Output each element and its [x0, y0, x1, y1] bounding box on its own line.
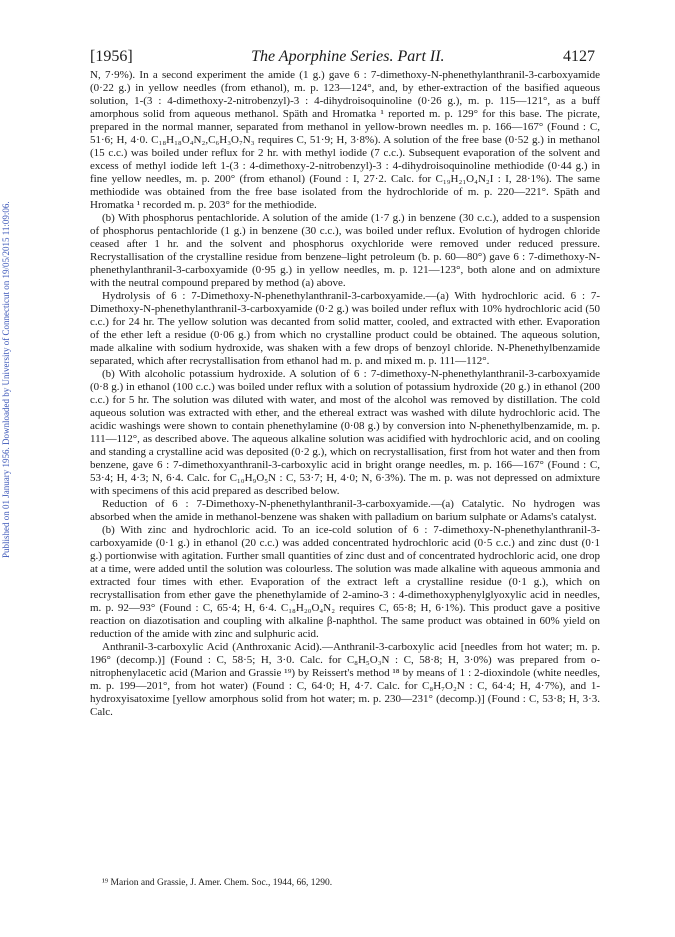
paragraph: (b) With alcoholic potassium hydroxide. A solution of 6 : 7-dimethoxy-N-phenethylanthranil-3-carboxyamide (0·8 g.) in ethanol (100 c.c.) was boiled under reflux with a solution of potassium hydroxide (20 g.) in ethanol (200 c.c.) for 5 hr. The solution was diluted with water, and most of the alcohol was removed by distillation. The cold aqueous solution was extracted with ether, and the ethereal extract was washed with dilute hydrochloric acid. The acidic washings were shown to contain phenethylamine (0·08 g.) by conversion into N-phenethylbenzamide, m. p. 111—112°, as described above. The aqueous alkaline solution was acidified with hydrochloric acid, and on cooling and standing a crystalline acid was deposited (0·2 g.), which on recrystallisation, first from hot water and then from benzene, gave 6 : 7-dimethoxyanthranil-3-carboxylic acid in bright orange needles, m. p. 166—167° (Found : C, 53·4; H, 4·3; N, 6·4. Calc. for C₁₀H₉O₅N : C, 53·7; H, 4·0; N, 6·3%). The m. p. was not depressed on admixture with specimens of this acid prepared as described below. — [90, 368, 600, 497]
paragraph: Hydrolysis of 6 : 7-Dimethoxy-N-phenethylanthranil-3-carboxyamide.—(a) With hydrochloric acid. 6 : 7-Dimethoxy-N-phenethylanthranil-3-carboxyamide (0·2 g.) was boiled under reflux with 10% hydrochloric acid (50 c.c.) for 24 hr. The yellow solution was decanted from solid matter, cooled, and extracted with ether. Evaporation of the ether left a residue (0·06 g.) from which no crystalline product could be obtained. The aqueous solution, made alkaline with sodium hydroxide, was shaken with a few drops of benzoyl chloride. N-Phenethylbenzamide separated, which after recrystallisation from ethanol had m. p. and mixed m. p. 111—112°. — [90, 290, 600, 367]
paragraph: N, 7·9%). In a second experiment the amide (1 g.) gave 6 : 7-dimethoxy-N-phenethylanthranil-3-carboxyamide (0·22 g.) in yellow needles (from ethanol), m. p. 123—124°, and, by ether-extraction of the basified aqueous solution, 1-(3 : 4-dimethoxy-2-nitrobenzyl)-3 : 4-dihydroisoquinoline (0·26 g.), m. p. 115—121°, as a buff amorphous solid from aqueous methanol. Späth and Hromatka ¹ reported m. p. 129° for this base. The picrate, prepared in the normal manner, separated from methanol in yellow-brown needles m. p. 166—167° (Found : C, 51·6; H, 4·0. C₁₈H₁₈O₄N₂,C₆H₃O₇N₃ requires C, 51·9; H, 3·8%). A solution of the free base (0·52 g.) in methanol (15 c.c.) was boiled under reflux for 2 hr. with methyl iodide (7 c.c.). Subsequent evaporation of the solvent and excess of methyl iodide left 1-(3 : 4-dimethoxy-2-nitrobenzyl)-3 : 4-dihydroisoquinoline methiodide (0·44 g.) in fine yellow needles, m. p. 200° (from ethanol) (Found : I, 27·2. Calc. for C₁₉H₂₁O₄N₂I : I, 28·1%). The same methiodide was obtained from the free base isolated from the hydrochloride of m. p. 220—221°. Späth and Hromatka ¹ recorded m. p. 203° for the methiodide. — [90, 69, 600, 211]
paragraph: Anthranil-3-carboxylic Acid (Anthroxanic Acid).—Anthranil-3-carboxylic acid [needles from hot water; m. p. 196° (decomp.)] (Found : C, 58·5; H, 3·0. Calc. for C₈H₅O₃N : C, 58·8; H, 3·0%) was prepared from o-nitrophenylacetic acid (Marion and Grassie ¹⁹) by Reissert's method ¹⁸ by means of 1 : 2-dioxindole (white needles, m. p. 199—201°, from hot water) (Found : C, 64·0; H, 4·7. Calc. for C₈H₇O₂N : C, 64·4; H, 4·7%), and 1-hydroxyisatoxime [yellow amorphous solid from hot water; m. p. 230—231° (decomp.)] (Found : C, 53·8; H, 3·3. Calc. — [90, 641, 600, 718]
paragraph: Reduction of 6 : 7-Dimethoxy-N-phenethylanthranil-3-carboxyamide.—(a) Catalytic. No hydrogen was absorbed when the amide in methanol-benzene was shaken with palladium on barium sulphate or Adams's catalyst. — [90, 498, 600, 523]
paragraph: (b) With phosphorus pentachloride. A solution of the amide (1·7 g.) in benzene (30 c.c.), added to a suspension of phosphorus pentachloride (1 g.) in benzene (30 c.c.), was boiled under reflux. Evolution of hydrogen chloride ceased after 1 hr. and the solvent and phosphorus oxychloride were removed under reduced pressure. Recrystallisation of the crystalline residue from benzene–light petroleum (b. p. 60—80°) gave 6 : 7-dimethoxy-N-phenethylanthranil-3-carboxyamide (0·95 g.) in yellow needles, m. p. 121—123°, both alone and on admixture with the neutral compound prepared by method (a) above. — [90, 212, 600, 289]
header-title: The Aporphine Series. Part II. — [251, 48, 445, 65]
header-page-number: 4127 — [563, 48, 595, 65]
running-header — [90, 48, 595, 68]
footnote: ¹⁹ Marion and Grassie, J. Amer. Chem. Soc., 1944, 66, 1290. — [102, 878, 333, 888]
publication-side-note: Published on 01 January 1956. Downloaded by University of Connecticut on 19/05/2015 11:09:06. — [1, 201, 11, 559]
header-year: [1956] — [90, 48, 133, 65]
body-text — [90, 69, 600, 719]
paragraph: (b) With zinc and hydrochloric acid. To an ice-cold solution of 6 : 7-dimethoxy-N-phenethylanthranil-3-carboxyamide (0·1 g.) in ethanol (20 c.c.) was added concentrated hydrochloric acid (0·5 c.c.) and zinc dust (0·1 g.) portionwise with agitation. Further small quantities of zinc dust and of concentrated hydrochloric acid, one drop at a time, were added until the solution was colourless. The solution was made alkaline with aqueous ammonia and extracted four times with ether. Evaporation of the extract left a crystalline residue (0·1 g.), which on recrystallisation from ether gave the phenethylamide of 2-amino-3 : 4-dimethoxyphenylglyoxylic acid in needles, m. p. 92—93° (Found : C, 65·4; H, 6·4. C₁₈H₂₀O₄N₂ requires C, 65·8; H, 6·1%). This product gave a positive reaction on diazotisation and coupling with alkaline β-naphthol. The same product was obtained in 60% yield on reduction of the amide with zinc and sulphuric acid. — [90, 524, 600, 640]
